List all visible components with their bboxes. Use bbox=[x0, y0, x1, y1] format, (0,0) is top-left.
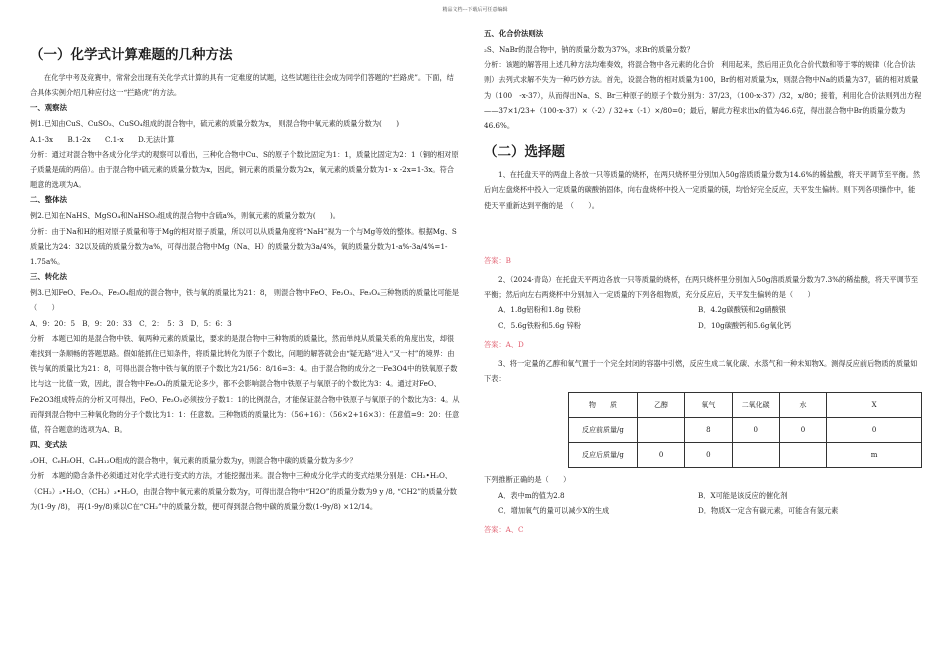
right-column bbox=[484, 26, 922, 541]
example-analysis: 分析 本题已知的是混合物中铁、氧两种元素的质量比，要求的是混合物中三种物质的质量比，然而单纯从质量关系的角度出发，却很难找到一条顺畅的答题思路。假如能抓住已知条件，将质量比转化为原子个数比，问题的解答就会由“疑无路”进入“又一村”的境界：由铁与氧的质量比为21：8，可得出混合物中铁与氧的原子个数比为21/56：8/16=3：4。由于混合物的成分之一Fe3O4中的铁氧原子数比与这一比值一致，因此，混合物中Fe₃O₄的质量无论多少，都不会影响混合物中铁原子与氧原子的个数比为3：4。通过对FeO、Fe2O3组成特点的分析又可得出，FeO、Fe₂O₃必须按分子数1：1的比例混合，才能保证混合物中铁原子与氧原子的个数比为3：4。从而得到混合物中三种氧化物的分子个数比为1：1：任意数。三种物质的质量比为：（56+16）：（56×2+16×3）：任意值=9：20：任意值，符合题意的选项为A、B。 bbox=[30, 333, 460, 435]
table-cell: 0 bbox=[827, 418, 922, 443]
table-cell: 物 质 bbox=[569, 393, 638, 418]
table-cell bbox=[732, 443, 779, 468]
answer-3: 答案：A、C bbox=[484, 525, 524, 535]
question-1: 1、在托盘天平的两盘上各放一只等质量的烧杯，在两只烧杯里分别加入50g溶质质量分数为14.6%的稀盐酸，将天平调节至平衡。然后向左盘烧杯中投入一定质量的碳酸钠固体，向右盘烧杯中投入一定质量的镁，均恰好完全反应，天平发生偏转。则下列各项操作中，能使天平重新达到平衡的是 （ ）。 bbox=[484, 170, 921, 210]
table-cell bbox=[779, 443, 826, 468]
table-row bbox=[569, 443, 922, 468]
table-cell: X bbox=[827, 393, 922, 418]
method-heading: 五、化合价法则法 bbox=[484, 29, 544, 38]
table-row bbox=[569, 418, 922, 443]
example-analysis: 分析：通过对混合物中各成分化学式的观察可以看出，三种化合物中Cu、S的原子个数比固定为1：1，质量比固定为2：1（铜的相对原子质量是硫的两倍）。由于混合物中硫元素的质量分数为x，因此，铜元素的质量分数为2x，氧元素的质量分数为1- x -2x=1-3x。符合题意的选项为A。 bbox=[30, 149, 459, 190]
table-cell: 8 bbox=[685, 418, 732, 443]
intro-paragraph: 在化学中考及竞赛中，常常会出现有关化学式计算的具有一定难度的试题，这些试题往往会成为同学们答题的“拦路虎”。下面，结合具体实例介绍几种应付这一“拦路虎”的方法。 bbox=[30, 73, 454, 98]
options-row bbox=[484, 318, 922, 333]
option-c: C．5.6g铁粉和5.6g 锌粉 bbox=[498, 320, 581, 330]
answer-1: 答案：B bbox=[484, 255, 511, 265]
option-a: A．1.8g铝粉和1.8g 铁粉 bbox=[498, 305, 581, 315]
example-analysis: 分析：该题的解答用上述几种方法均难奏效，将混合物中各元素的化合价 利用起来，然后用正负化合价代数和等于零的规律（化合价法则）去列式求解不失为一种巧妙方法。首先，设混合物的相对质量为100，Br的相对质量为x，则混合物中Na的质量为37，硫的相对质量为（100 -x-37），从而得出Na、S、Br三种原子的原子个数分别为：37/23，（100-x-37）/32，x/80；接着，利用化合价法则列出方程——37×1/23+（100-x-37）×（-2）/ 32+x（-1）×/80=0；最后，解此方程求出x的值为46.6克，得出混合物中Br的质量分数为46.6%。 bbox=[484, 60, 922, 131]
option-a: A．表中m的值为2.8 bbox=[498, 490, 565, 500]
example-question: ₂S、NaBr的混合物中，钠的质量分数为37%，求Br的质量分数？ bbox=[484, 45, 694, 54]
method-heading: 二、整体法 bbox=[30, 195, 67, 205]
example-options: A.1-3x B.1-2x C.1-x D.无法计算 bbox=[30, 134, 175, 144]
table-cell: 0 bbox=[732, 418, 779, 443]
option-c: C．增加氧气的量可以减少X的生成 bbox=[498, 505, 610, 515]
left-column bbox=[30, 26, 467, 514]
section-title: （二）选择题 bbox=[484, 144, 565, 161]
table-cell: 水 bbox=[779, 393, 826, 418]
question-2: 2、（2024·青岛）在托盘天平两边各放一只等质量的烧杯，在两只烧杯里分别加入50g溶质质量分数为7.3%的稀盐酸，将天平调节至平衡；然后向左右两烧杯中分别加入一定质量的下列各组物质，充分反应后，天平发生偏转的是（ ） bbox=[484, 275, 919, 300]
table-cell: 氧气 bbox=[685, 393, 732, 418]
table-cell: 0 bbox=[685, 443, 732, 468]
example-analysis: 分析 本题的隐含条件必须通过对化学式进行变式的方法，才能挖掘出来。混合物中三种成分化学式的变式结果分别是：CH₂•H₂O、（CH₂）₂•H₂O、（CH₂）₃•H₂O，由混合物中氧元素的质量分数为y，可得出混合物中“H2O”的质量分数为9 y /8, “CH2”的质量分数为(1-9y /8)， 再(1-9y/8)乘以C在“CH₂”中的质量分数，便可得到混合物中碳的质量分数(1-9y/8) ×12/14。 bbox=[30, 471, 457, 511]
example-question: 例3.已知FeO、Fe₂O₃、Fe₃O₄组成的混合物中，铁与氧的质量比为21：8， 则混合物中FeO、Fe₂O₃、Fe₃O₄三种物质的质量比可能是 （ ） bbox=[30, 288, 467, 313]
example-question: 例2.已知在NaHS、MgSO₄和NaHSO₃组成的混合物中含硫a%，则氧元素的质量分数为( )。 bbox=[30, 211, 340, 221]
example-question: ₂OH、C₆H₅OH、C₆H₁₂O组成的混合物中，氧元素的质量分数为y，则混合物中碳的质量分数为多少？ bbox=[30, 456, 357, 466]
table-cell: 反应后质量/g bbox=[569, 443, 638, 468]
option-d: D．10g碳酸钙和5.6g氧化钙 bbox=[698, 320, 792, 330]
table-cell: 乙醇 bbox=[637, 393, 684, 418]
example-analysis: 分析：由于Na和H的相对原子质量和等于Mg的相对原子质量，所以可以从质量角度将“NaH”视为一个与Mg等效的整体。根据Mg、S质量比为24：32以及硫的质量分数为a%，可得出混合物中Mg（Na、H）的质量分数为3a/4%，氧的质量分数为1-a%-3a/4%=1-1.75a%。 bbox=[30, 226, 457, 267]
method-heading: 三、转化法 bbox=[30, 272, 67, 282]
table-cell: 反应前质量/g bbox=[569, 418, 638, 443]
table-cell bbox=[637, 418, 684, 443]
table-header-row bbox=[569, 393, 922, 418]
question-3-stem: 下列推断正确的是（ ） bbox=[484, 475, 571, 485]
table-cell: m bbox=[827, 443, 922, 468]
page-header: 精品文档---下载后可任意编辑 bbox=[442, 7, 508, 13]
example-question: 例1.已知由CuS、CuSO₃、CuSO₄组成的混合物中，硫元素的质量分数为x， 则混合物中氧元素的质量分数为( ) bbox=[30, 119, 400, 129]
method-heading: 一、观察法 bbox=[30, 103, 67, 113]
table-cell: 二氧化碳 bbox=[732, 393, 779, 418]
table-cell: 0 bbox=[779, 418, 826, 443]
section-title: （一）化学式计算难题的几种方法 bbox=[30, 47, 233, 63]
mass-table bbox=[568, 392, 922, 468]
options-row bbox=[484, 503, 922, 518]
table-cell: 0 bbox=[637, 443, 684, 468]
option-b: B．X可能是该反应的催化剂 bbox=[698, 490, 788, 500]
question-3: 3、将一定量的乙醇和氧气置于一个完全封闭的容器中引燃，反应生成二氧化碳、水蒸气和一种未知物X。测得反应前后物质的质量如下表： bbox=[484, 359, 918, 384]
options-row bbox=[484, 302, 922, 317]
option-d: D．物质X一定含有碳元素，可能含有氢元素 bbox=[698, 505, 839, 515]
example-options: A．9：20：5 B．9：20：33 C．2： 5：3 D．5：6：3 bbox=[30, 318, 232, 328]
option-b: B．4.2g碳酸镁和2g硝酸银 bbox=[698, 305, 786, 315]
options-row bbox=[484, 488, 922, 503]
answer-2: 答案：A、D bbox=[484, 339, 524, 349]
method-heading: 四、变式法 bbox=[30, 440, 67, 450]
